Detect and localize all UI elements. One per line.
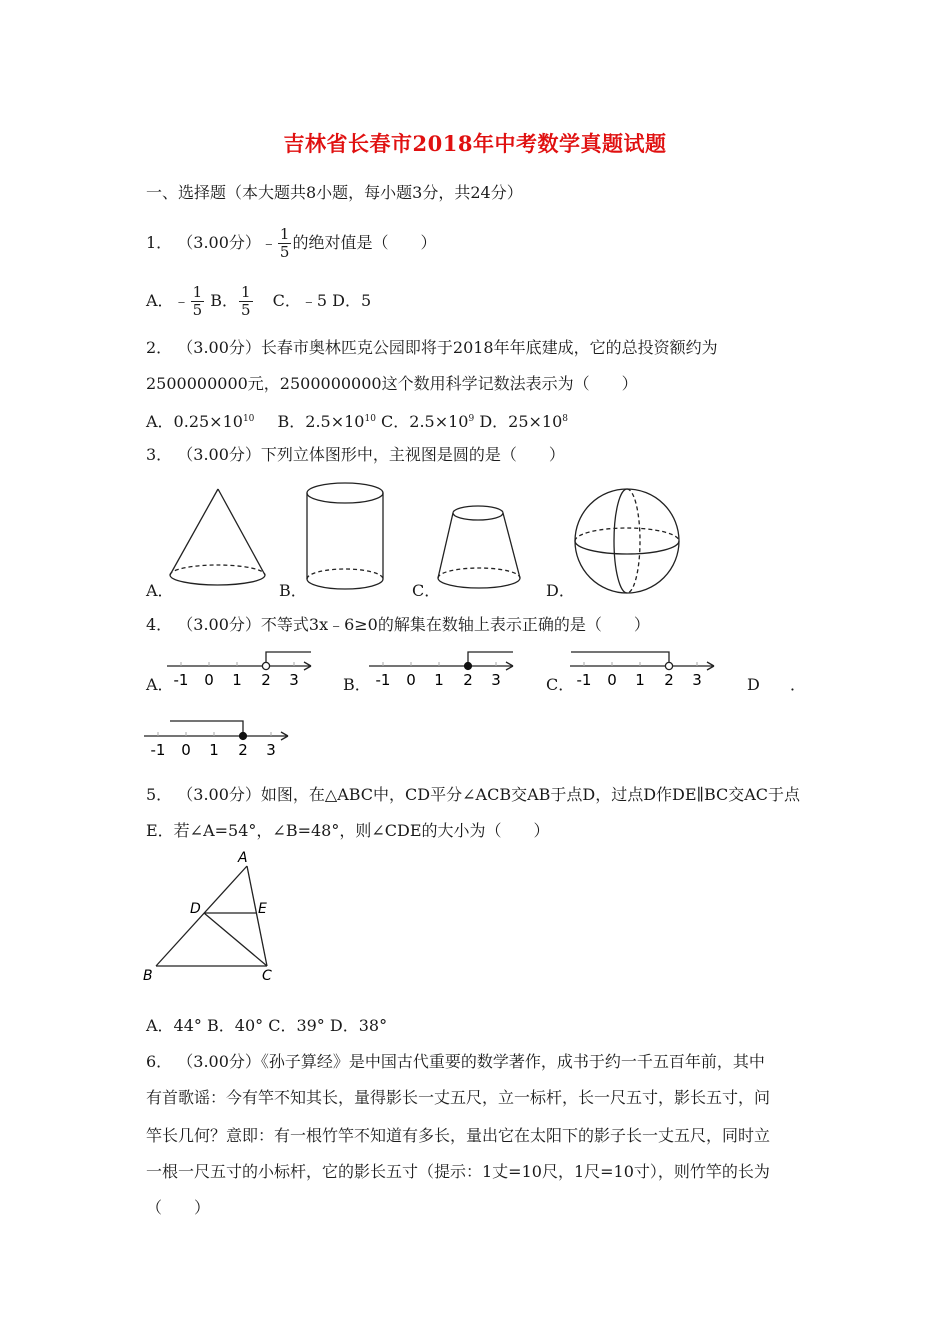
tick-label: 0 bbox=[406, 671, 416, 689]
q4-text: 4． （3.00分）不等式3x﹣6≥0的解集在数轴上表示正确的是（ ） bbox=[146, 615, 650, 634]
q2-option-a: A．0.25×10 bbox=[146, 412, 243, 431]
q1-options bbox=[146, 284, 371, 319]
q1-suffix: 的绝对值是（ ） bbox=[292, 233, 437, 252]
frustum-figure bbox=[438, 506, 520, 588]
tick-label: 3 bbox=[692, 671, 702, 689]
number-line-d bbox=[142, 715, 297, 761]
q2-option-a-exp: 10 bbox=[242, 414, 255, 424]
tick-label: -1 bbox=[173, 671, 189, 689]
tick-label: 1 bbox=[434, 671, 444, 689]
point-label-c: C bbox=[262, 968, 272, 984]
point-label-e: E bbox=[258, 901, 267, 917]
q2-option-b: B．2.5×10 bbox=[277, 412, 365, 431]
q3-label-b: B． bbox=[279, 581, 307, 600]
q5-line1: 5． （3.00分）如图，在△ABC中，CD平分∠ACB交AB于点D，过点D作DE∥BC交AC于点 bbox=[146, 785, 801, 804]
cylinder-figure bbox=[307, 483, 383, 589]
q1-option-b-den: 5 bbox=[240, 301, 251, 319]
tick-label: -1 bbox=[576, 671, 592, 689]
point-label-b: B bbox=[143, 968, 153, 984]
q6-line4: 一根一尺五寸的小标杆，它的影长五寸（提示：1丈=10尺，1尺=10寸），则竹竿的长为 bbox=[146, 1162, 770, 1181]
point-label-d: D bbox=[190, 901, 201, 917]
q2-option-b-exp: 10 bbox=[364, 414, 376, 424]
q1-frac-den: 5 bbox=[279, 243, 290, 261]
q1-option-b-num: 1 bbox=[240, 283, 251, 301]
tick-label: 2 bbox=[664, 671, 674, 689]
sphere-figure bbox=[575, 489, 679, 593]
q4-label-c: C． bbox=[546, 675, 575, 694]
q2-line2: 2500000000元，2500000000这个数用科学记数法表示为（ ） bbox=[146, 374, 638, 393]
q1-option-a-fraction bbox=[191, 284, 205, 319]
q2-options bbox=[146, 409, 568, 432]
tick-label: -1 bbox=[150, 741, 166, 759]
tick-label: 1 bbox=[232, 671, 242, 689]
q3-text: 3． （3.00分）下列立体图形中，主视图是圆的是（ ） bbox=[146, 445, 565, 464]
tick-label: 0 bbox=[204, 671, 214, 689]
q1-option-b: B． bbox=[210, 291, 238, 310]
point-label-a: A bbox=[238, 850, 248, 866]
q1-option-a-den: 5 bbox=[192, 301, 203, 319]
tick-label: 1 bbox=[635, 671, 645, 689]
tick-label: 2 bbox=[261, 671, 271, 689]
q4-label-b: B． bbox=[343, 675, 371, 694]
q2-option-c: C．2.5×10 bbox=[381, 412, 469, 431]
number-line-c bbox=[568, 645, 723, 691]
tick-label: 1 bbox=[209, 741, 219, 759]
q6-line5: （ ） bbox=[146, 1198, 211, 1217]
q1-frac-num: 1 bbox=[279, 225, 290, 243]
q1-fraction bbox=[278, 226, 292, 261]
page-title: 吉林省长春市2018年中考数学真题试题 bbox=[283, 131, 667, 156]
q1-prefix: 1． （3.00分） bbox=[146, 233, 261, 252]
q1-minus: ﹣ bbox=[260, 233, 277, 252]
q3-label-a: A． bbox=[146, 581, 174, 600]
q2-option-d: D．25×10 bbox=[479, 412, 563, 431]
q2-line1: 2． （3.00分）长春市奥林匹克公园即将于2018年年底建成，它的总投资额约为 bbox=[146, 338, 718, 357]
q2-option-c-exp: 9 bbox=[468, 414, 475, 424]
q1-option-a-num: 1 bbox=[192, 283, 203, 301]
cone-figure bbox=[170, 489, 265, 585]
tick-label: 3 bbox=[266, 741, 276, 759]
tick-label: 3 bbox=[491, 671, 501, 689]
number-line-b bbox=[367, 645, 522, 691]
q2-option-d-exp: 8 bbox=[562, 414, 569, 424]
number-line-a bbox=[165, 645, 320, 691]
q6-line1: 6． （3.00分）《孙子算经》是中国古代重要的数学著作，成书于约一千五百年前，其中 bbox=[146, 1052, 765, 1071]
q4-label-d: D bbox=[747, 675, 760, 694]
q5-options: A．44° B．40° C．39° D．38° bbox=[146, 1016, 388, 1035]
q4-label-a: A． bbox=[146, 675, 174, 694]
tick-label: -1 bbox=[375, 671, 391, 689]
q6-line3: 竿长几何？意即：有一根竹竿不知道有多长，量出它在太阳下的影子长一丈五尺，同时立 bbox=[146, 1126, 771, 1145]
tick-label: 0 bbox=[607, 671, 617, 689]
q4-label-d-dot: ． bbox=[790, 675, 807, 694]
tick-label: 2 bbox=[238, 741, 248, 759]
question-1 bbox=[146, 226, 436, 261]
q1-option-b-fraction bbox=[239, 284, 253, 319]
q1-options-cd: C．﹣5 D．5 bbox=[272, 291, 372, 310]
q3-label-d: D． bbox=[546, 581, 575, 600]
q1-option-a: A．﹣ bbox=[146, 291, 190, 310]
triangle-figure bbox=[140, 848, 290, 988]
q6-line2: 有首歌谣：今有竿不知其长，量得影长一丈五尺，立一标杆，长一尺五寸，影长五寸，问 bbox=[146, 1088, 771, 1107]
tick-label: 2 bbox=[463, 671, 473, 689]
q3-label-c: C． bbox=[412, 581, 441, 600]
tick-label: 0 bbox=[181, 741, 191, 759]
tick-label: 3 bbox=[289, 671, 299, 689]
q5-line2: E．若∠A=54°，∠B=48°，则∠CDE的大小为（ ） bbox=[146, 821, 550, 840]
section-heading: 一、选择题（本大题共8小题，每小题3分，共24分） bbox=[146, 183, 523, 202]
